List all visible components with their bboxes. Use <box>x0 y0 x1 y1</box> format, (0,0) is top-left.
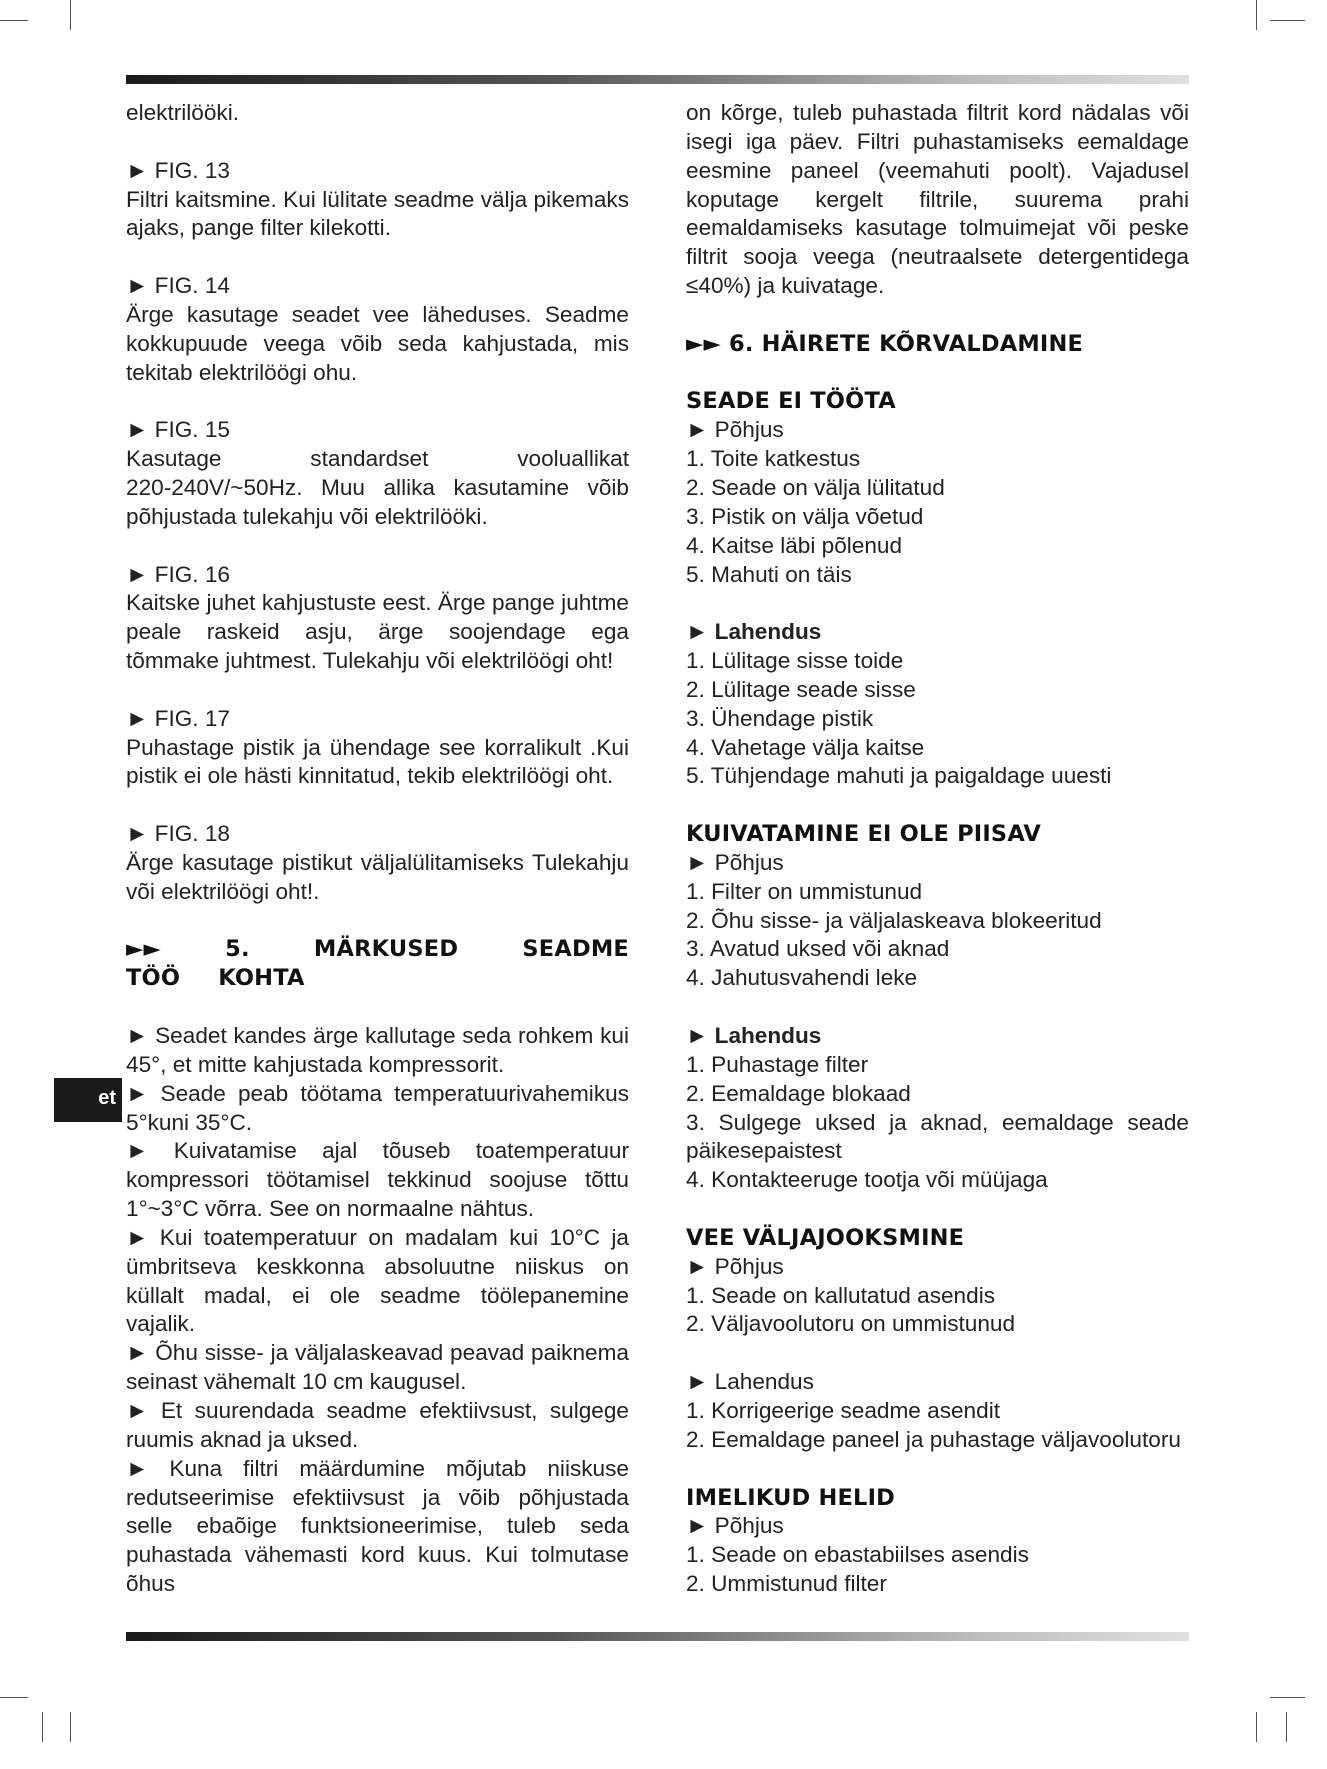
list-item: 2. Eemaldage paneel ja puhastage väljavoolutoru <box>686 1426 1181 1452</box>
crop-mark <box>1270 20 1305 21</box>
list-item: 2. Ummistunud filter <box>686 1571 887 1597</box>
problem-title: VEE VÄLJAJOOKSMINE <box>686 1224 965 1251</box>
list-item: 2. Seade on välja lülitatud <box>686 474 945 500</box>
cause-label: ► Põhjus <box>686 417 784 443</box>
note: ► Seade peab töötama temperatuurivahemikus 5°kuni 35°C. <box>126 1080 629 1135</box>
list-item: 4. Kontakteeruge tootja või müüjaga <box>686 1167 1048 1193</box>
list-item: 1. Puhastage filter <box>686 1051 869 1077</box>
problem-title: IMELIKUD HELID <box>686 1484 896 1511</box>
section-heading: ►► 5. MÄRKUSED SEADME TÖÖ KOHTA <box>126 936 629 992</box>
crop-mark <box>1256 0 1257 30</box>
right-column <box>686 99 1189 1599</box>
fig-label: ► FIG. 15 <box>126 417 230 443</box>
cause-label: ► Põhjus <box>686 1253 784 1279</box>
list-item: 3. Sulgege uksed ja aknad, eemaldage seade päikesepaistest <box>686 1109 1189 1164</box>
problem-title: SEADE EI TÖÖTA <box>686 388 896 415</box>
list-item: 1. Seade on ebastabiilses asendis <box>686 1542 1029 1568</box>
solution-label: ► Lahendus <box>686 1023 822 1048</box>
footer-rule <box>126 1632 1189 1641</box>
left-column <box>126 99 629 1599</box>
fig-label: ► FIG. 18 <box>126 821 230 847</box>
crop-mark <box>42 1712 43 1742</box>
cause-label: ► Põhjus <box>686 1513 784 1539</box>
problem-title: KUIVATAMINE EI OLE PIISAV <box>686 821 1042 848</box>
paragraph: Puhastage pistik ja ühendage see korralikult .Kui pistik ei ole hästi kinnitatud, tekib elektrilöögi oht. <box>126 734 629 789</box>
note: ► Kui toatemperatuur on madalam kui 10°C ja ümbritseva keskkonna absoluutne niiskus on küllalt madal, ei ole seadme töölepanemine vajalik. <box>126 1224 629 1337</box>
list-item: 5. Mahuti on täis <box>686 561 852 587</box>
solution-label: ► Lahendus <box>686 1369 814 1395</box>
fig-label: ► FIG. 17 <box>126 705 230 731</box>
list-item: 3. Avatud uksed või aknad <box>686 936 950 962</box>
list-item: 1. Korrigeerige seadme asendit <box>686 1397 1000 1423</box>
list-item: 1. Lülitage sisse toide <box>686 648 904 674</box>
cause-label: ► Põhjus <box>686 849 784 875</box>
section-heading: ►► 6. HÄIRETE KÕRVALDAMINE <box>686 330 1084 357</box>
crop-mark <box>70 1712 71 1742</box>
crop-mark <box>1286 1712 1287 1742</box>
list-item: 5. Tühjendage mahuti ja paigaldage uuesti <box>686 763 1112 789</box>
note: ► Kuna filtri määrdumine mõjutab niiskuse redutseerimise efektiivsust ja võib põhjustada selle ebaõige funktsioneerimise, tuleb seda puhastada vähemasti kord kuus. Kui tolmutase õhus <box>126 1455 629 1597</box>
paragraph: on kõrge, tuleb puhastada filtrit kord nädalas või isegi iga päev. Filtri puhastamiseks eemaldage eesmine paneel (veemahuti poolt). Vajadusel koputage kergelt filtrile, suurema prahi eemaldamiseks kasutage tolmuimejat või peske filtrit sooja veega (neutraalsete detergentidega ≤40%) ja kuivatage. <box>686 100 1189 299</box>
crop-mark <box>1256 1712 1257 1742</box>
paragraph: Filtri kaitsmine. Kui lülitate seadme välja pikemaks ajaks, pange filter kilekotti. <box>126 186 629 241</box>
paragraph: elektrilööki. <box>126 100 240 125</box>
list-item: 4. Kaitse läbi põlenud <box>686 532 903 558</box>
list-item: 3. Ühendage pistik <box>686 705 874 731</box>
crop-mark <box>0 20 28 21</box>
note: ► Õhu sisse- ja väljalaskeavad peavad paiknema seinast vähemalt 10 cm kaugusel. <box>126 1340 629 1395</box>
list-item: 4. Jahutusvahendi leke <box>686 965 918 991</box>
note: ► Seadet kandes ärge kallutage seda rohkem kui 45°, et mitte kahjustada kompressorit. <box>126 1023 629 1077</box>
crop-mark <box>1270 1697 1305 1698</box>
list-item: 4. Vahetage välja kaitse <box>686 734 925 760</box>
list-item: 1. Filter on ummistunud <box>686 878 923 904</box>
paragraph: Ärge kasutage seadet vee läheduses. Seadme kokkupuude veega võib seda kahjustada, mis tekitab elektrilöögi ohu. <box>126 301 629 385</box>
list-item: 2. Lülitage seade sisse <box>686 676 916 702</box>
solution-label: ► Lahendus <box>686 619 822 645</box>
list-item: 1. Toite katkestus <box>686 446 861 472</box>
crop-mark <box>70 0 71 30</box>
list-item: 2. Eemaldage blokaad <box>686 1080 911 1106</box>
header-rule <box>126 75 1189 84</box>
paragraph: 220-240V/~50Hz. Muu allika kasutamine võib põhjustada tulekahju või elektrilööki. <box>126 474 629 529</box>
paragraph: Kasutage standardset vooluallikat <box>126 446 629 472</box>
list-item: 2. Väljavoolutoru on ummistunud <box>686 1311 1016 1337</box>
fig-label: ► FIG. 14 <box>126 273 230 299</box>
language-tab: et <box>54 1078 122 1122</box>
fig-label: ► FIG. 13 <box>126 157 230 183</box>
list-item: 1. Seade on kallutatud asendis <box>686 1282 996 1308</box>
fig-label: ► FIG. 16 <box>126 561 230 587</box>
note: ► Kuivatamise ajal tõuseb toatemperatuur kompressori töötamisel tekkinud soojuse tõttu 1°~3°C võrra. See on normaalne nähtus. <box>126 1138 629 1222</box>
crop-mark <box>0 1697 28 1698</box>
paragraph: Kaitske juhet kahjustuste eest. Ärge pange juhtme peale raskeid asju, ärge soojendage ega tõmmake juhtmest. Tulekahju või elektrilöögi oht! <box>126 590 629 674</box>
note: ► Et suurendada seadme efektiivsust, sulgege ruumis aknad ja uksed. <box>126 1397 629 1452</box>
list-item: 3. Pistik on välja võetud <box>686 503 924 529</box>
paragraph: Ärge kasutage pistikut väljalülitamiseks Tulekahju või elektrilöögi oht!. <box>126 849 629 904</box>
list-item: 2. Õhu sisse- ja väljalaskeava blokeeritud <box>686 907 1102 933</box>
